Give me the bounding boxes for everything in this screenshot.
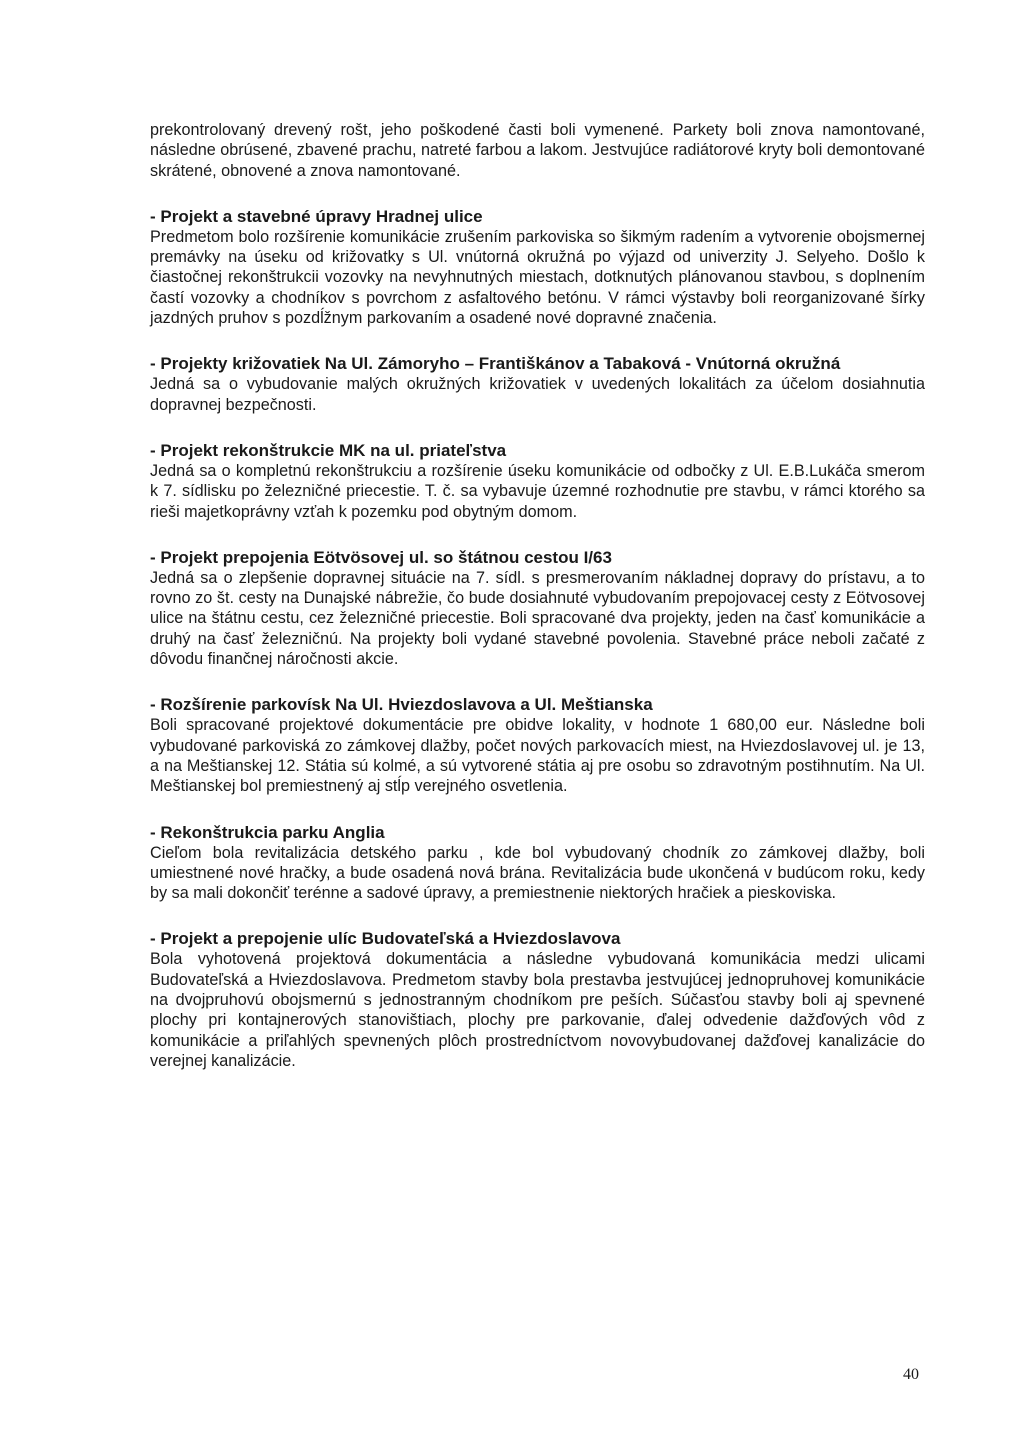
section-heading: - Projekt rekonštrukcie MK na ul. priateľstva bbox=[150, 440, 507, 460]
section-krizovatky bbox=[150, 353, 925, 415]
page-number: 40 bbox=[903, 1366, 919, 1383]
section-mk-priatelstva bbox=[150, 440, 925, 522]
section-body: Jedná sa o kompletnú rekonštrukciu a rozšírenie úseku komunikácie od odbočky z Ul. E.B.Lukáča smerom k 7. sídlisku po železničné priecestie. T. č. sa vybavuje územné rozhodnutie pre stavbu, v rámci ktorého sa rieši majetkoprávny vzťah k pozemku pod obytným domom. bbox=[150, 461, 925, 521]
section-heading: - Projekt a prepojenie ulíc Budovateľská a Hviezdoslavova bbox=[150, 929, 621, 949]
section-body: Cieľom bola revitalizácia detského parku , kde bol vybudovaný chodník zo zámkovej dlažby, boli umiestnené nové hračky, a bude osadená nová brána. Revitalizácia bude ukončená v budúcom roku, kedy by sa mali dokončiť terénne a sadové úpravy, a premiestnenie niektorých hračiek a pieskoviska. bbox=[150, 843, 925, 903]
section-hradna-ulica bbox=[150, 206, 925, 328]
section-heading: - Rozšírenie parkovísk Na Ul. Hviezdoslavova a Ul. Meštianska bbox=[150, 695, 653, 715]
intro-paragraph: prekontrolovaný drevený rošt, jeho poškodené časti boli vymenené. Parkety boli znova namontované, následne obrúsené, zbavené prachu, natreté farbou a lakom. Jestvujúce radiátorové kryty boli demontované skrátené, obnovené a znova namontované. bbox=[150, 121, 925, 180]
section-body: Bola vyhotovená projektová dokumentácia a následne vybudovaná komunikácia medzi ulicami Budovateľská a Hviezdoslavova. Predmetom stavby bola prestavba jestvujúcej jednopruhovej komunikácie na dvojpruhovú obojsmernú s jednostranným chodníkom pre peších. Súčasťou stavby boli aj spevnené plochy pri kontajnerových stanovištiach, plochy pre parkovanie, ďalej odvedenie dažďových vôd z komunikácie a priľahlých spevnených plôch prostredníctvom novovybudovanej dažďovej kanalizácie do verejnej kanalizácie. bbox=[150, 950, 925, 1070]
intro-section bbox=[150, 120, 925, 181]
section-budovatelska bbox=[150, 928, 925, 1071]
section-heading: - Rekonštrukcia parku Anglia bbox=[150, 822, 385, 842]
section-parkoviska bbox=[150, 694, 925, 796]
page-content bbox=[150, 120, 925, 1071]
section-eotvosova bbox=[150, 547, 925, 669]
section-park-anglia bbox=[150, 822, 925, 904]
section-body: Predmetom bolo rozšírenie komunikácie zrušením parkoviska so šikmým radením a vytvorenie obojsmernej premávky na úseku od križovatky s Ul. vnútorná okružná po výjazd od univerzity J. Selyeho. Došlo k čiastočnej rekonštrukcii vozovky na nevyhnutných miestach, dotknutých plánovanou stavbou, s doplnením častí vozovky a chodníkov s povrchom z asfaltového betónu. V rámci výstavby boli reorganizované šírky jazdných pruhov s pozdĺžnym parkovaním a osadené nové dopravné značenia. bbox=[150, 227, 925, 328]
section-body: Jedná sa o zlepšenie dopravnej situácie na 7. sídl. s presmerovaním nákladnej dopravy do prístavu, a to rovno zo št. cesty na Dunajské nábrežie, čo bude dosiahnuté vybudovaním prepojovacej cesty z Eötvosovej ulice na štátnu cestu, cez železničné priecestie. Boli spracované dva projekty, jeden na časť komunikácie a druhý na časť železničnú. Na projekty boli vydané stavebné povolenia. Stavebné práce neboli začaté z dôvodu finančnej náročnosti akcie. bbox=[150, 568, 925, 669]
section-heading: - Projekty križovatiek Na Ul. Zámoryho – Františkánov a Tabaková - Vnútorná okružná bbox=[150, 354, 841, 374]
section-heading: - Projekt prepojenia Eötvösovej ul. so štátnou cestou I/63 bbox=[150, 547, 612, 567]
section-body: Jedná sa o vybudovanie malých okružných križovatiek v uvedených lokalitách za účelom dosiahnutia dopravnej bezpečnosti. bbox=[150, 375, 925, 414]
section-heading: - Projekt a stavebné úpravy Hradnej ulice bbox=[150, 206, 483, 226]
section-body: Boli spracované projektové dokumentácie pre obidve lokality, v hodnote 1 680,00 eur. Následne boli vybudované parkoviská zo zámkovej dlažby, počet nových parkovacích miest, na Hviezdoslavovej ul. je 13, a na Meštianskej 12. Státia sú kolmé, a sú vytvorené státia aj pre osobu so zdravotným postihnutím. Na Ul. Meštianskej bol premiestnený aj stĺp verejného osvetlenia. bbox=[150, 716, 925, 796]
